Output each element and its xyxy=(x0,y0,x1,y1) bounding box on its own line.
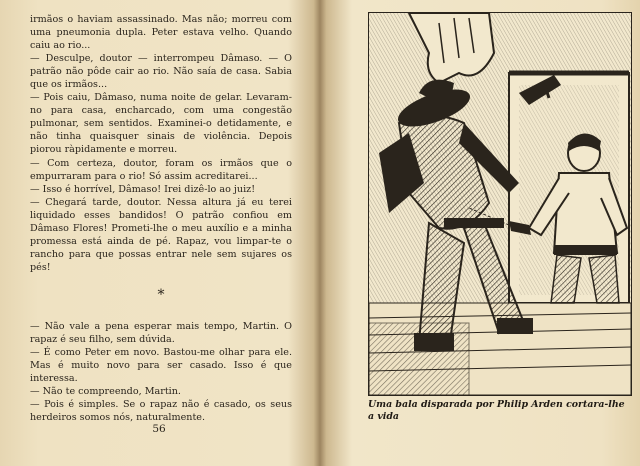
left-page-text xyxy=(30,13,292,424)
paragraph: — Pois é simples. Se o rapaz não é casado, os seus herdeiros somos nós, naturalmente. xyxy=(30,399,292,424)
paragraph: — Não te compreendo, Martin. xyxy=(30,386,181,398)
paragraph: — Chegará tarde, doutor. Nessa altura já eu terei liquidado esses bandidos! O patrão confiou em Dâmaso Flores! Prometi-lhe o meu auxílio e a minha promessa está ainda de pé. Rapaz, vou limpar-te o rancho para que possas entrar nele sem sujares os pés! xyxy=(30,196,292,273)
paragraph: — Pois caiu, Dâmaso, numa noite de gelar. Levaram-no para casa, encharcado, com uma congestão pulmonar, sem sentidos. Examinei-o detidamente, e não tinha quaisquer sinais de violência. Depois piorou ràpidamente e morreu. xyxy=(30,92,292,156)
paragraph: — Não vale a pena esperar mais tempo, Martin. O rapaz é seu filho, sem dúvida. xyxy=(30,320,292,345)
paragraph: — Com certeza, doutor, foram os irmãos que o empurraram para o rio! Só assim acreditarei... xyxy=(30,157,292,182)
left-page xyxy=(0,0,318,466)
section-separator: * xyxy=(157,286,165,303)
page-number: 56 xyxy=(152,423,166,435)
illustration-drawing xyxy=(369,13,631,395)
illustration xyxy=(368,12,632,396)
paragraph: — É como Peter em novo. Bastou-me olhar para ele. Mas é muito novo para ser casado. Isso é que interessa. xyxy=(30,347,292,385)
illustration-caption: Uma bala disparada por Philip Arden cortara-lhe a vida xyxy=(368,399,625,422)
paragraph: irmãos o haviam assassinado. Mas não; morreu com uma pneumonia dupla. Peter estava velho. Quando caiu ao rio... xyxy=(30,14,292,52)
paragraph: — Isso é horrível, Dâmaso! Irei dizê-lo ao juiz! xyxy=(30,183,256,195)
right-page xyxy=(322,0,640,466)
paragraph: — Desculpe, doutor — interrompeu Dâmaso. — O patrão não pôde cair ao rio. Não saía de casa. Sabia que os irmãos... xyxy=(30,53,292,91)
